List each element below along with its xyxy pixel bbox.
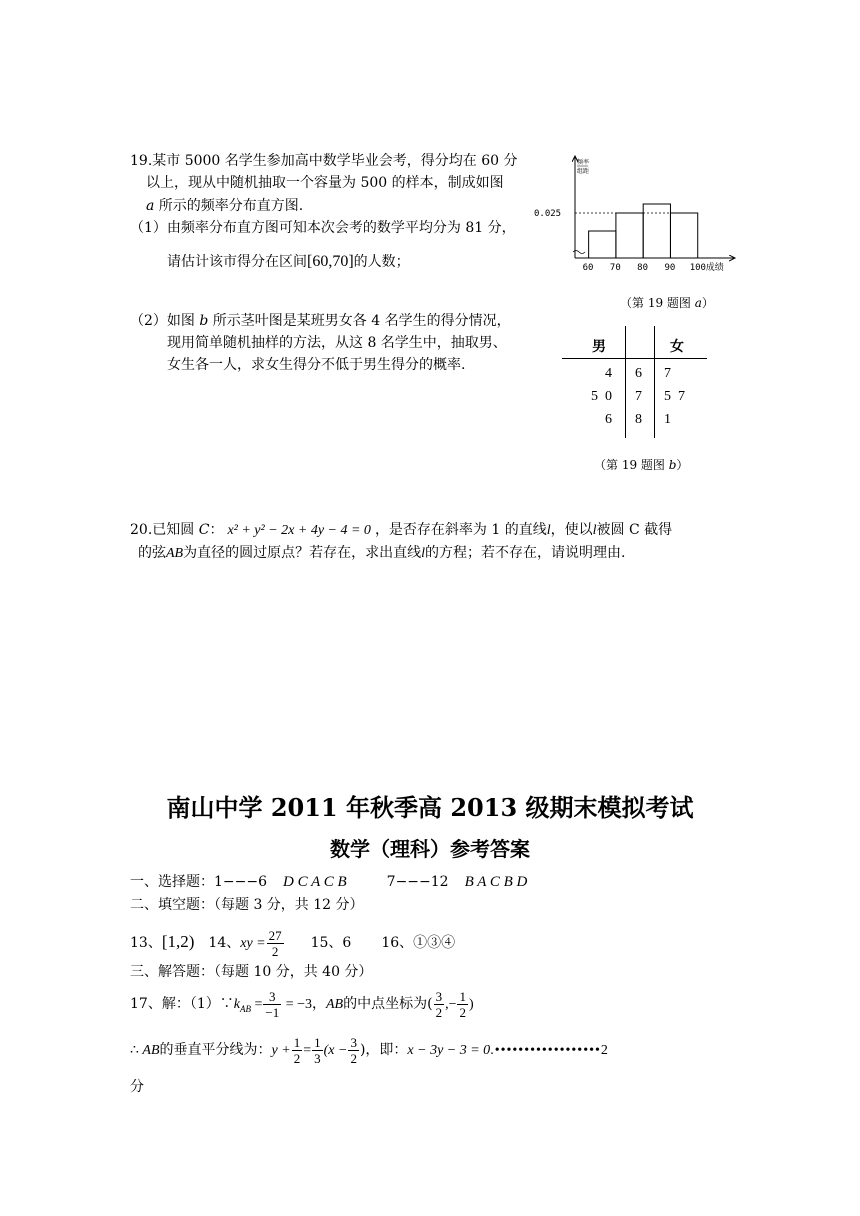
histogram-xtick-70: 70 [609,263,621,273]
answer-subtitle: 数学（理科）参考答案 [330,837,530,861]
histogram-chart [530,150,750,274]
histogram-bar-3 [643,204,670,258]
stem-leaf-header-female: 女 [670,340,684,355]
leaf-left-row3: 6 [605,412,612,427]
q20-line1: 20.已知圆 C： x² + y² − 2x + 4y − 4 = 0 ，是否存在斜率为 1 的直线l，使以l被圆 C 截得 [130,522,673,538]
leaf-left-row2: 5 0 [591,389,612,404]
histogram-xtick-100: 100 [689,263,706,273]
section-solve: 三、解答题：（每题 10 分，共 40 分） [130,964,373,980]
q19-line1: 19.某市 5000 名学生参加高中数学毕业会考，得分均在 60 分 [130,153,518,169]
stem-row1: 6 [635,366,642,381]
q19-line2: 以上，现从中随机抽取一个容量为 500 的样本，制成如图 [146,175,504,191]
q20-line2: 的弦AB为直径的圆过原点？若存在，求出直线l的方程；若不存在，请说明理由. [138,545,626,561]
answer-title: 南山中学 2011 年秋季高 2013 级期末模拟考试 [166,793,694,822]
q17-line3: 分 [130,1079,144,1095]
leaf-right-row2: 5 7 [664,389,685,404]
stemleaf-caption: （第 19 题图 b） [594,458,689,472]
stem-leaf-plot [562,326,712,436]
q19-part1-line1: （1）由频率分布直方图可知本次会考的数学平均分为 81 分， [130,220,516,236]
q17-line1: 17、解：$(1)\because k_{AB}$ = $\frac{3}{-1}$ = −3，AB的中点坐标为( $\frac{3}{2}$ ,− $\frac{1}{2}$ ) [130,988,474,1020]
q19-line3: a 所示的频率分布直方图. [146,198,304,214]
stem-leaf-header-male: 男 [592,340,606,355]
q19-part2-line3: 女生各一人，求女生得分不低于男生得分的概率. [167,357,466,373]
stem-leaf-hline [562,358,707,359]
fill-answers: 13、[1,2) 14、xy = $\frac{27}{2}$ 15、6 16、①③④ [130,927,456,959]
histogram-bar-4 [670,213,697,258]
circle-equation: x² + y² − 2x + 4y − 4 = 0 [227,523,371,538]
stem-row3: 8 [635,412,642,427]
histogram-caption: （第 19 题图 a） [620,296,714,310]
histogram-xlabel: 成绩 [705,263,724,273]
stem-row2: 7 [635,389,642,404]
stem-leaf-vline-left [625,326,626,438]
q19-part2-line1: （2）如图 b 所示茎叶图是某班男女各 4 名学生的得分情况， [130,313,511,329]
histogram-ytick: 0.025 [534,209,562,219]
histogram-ylabel-bottom: 组距 [577,168,590,175]
q19-part2-line2: 现用简单随机抽样的方法，从这 8 名学生中，抽取男、 [167,335,507,351]
histogram-ylabel-top: 频率 [577,159,590,166]
leaf-left-row1: 4 [605,366,612,381]
histogram-xtick-60: 60 [582,263,594,273]
q19-part1-line2: 请估计该市得分在区间[60,70]的人数； [167,253,410,270]
section-fill: 二、填空题：（每题 3 分，共 12 分） [130,897,364,913]
leaf-right-row1: 7 [664,366,671,381]
leaf-right-row3: 1 [664,412,671,427]
q17-line2: ∴ AB的垂直平分线为：y + $\frac{1}{2}$ = $\frac{1}{3}$ (x − $\frac{3}{2}$ )，即：x − 3y − 3 = 0.••••••••••••••••••2 [130,1034,609,1066]
section-choice: 一、选择题：1−−−6 D C A C B 7−−−12 B A C B D [130,874,528,890]
histogram-xtick-80: 80 [637,263,649,273]
histogram-bar-2 [616,213,643,258]
histogram-xtick-90: 90 [664,263,676,273]
stem-leaf-vline-right [654,326,655,438]
histogram-bar-1 [589,231,616,258]
